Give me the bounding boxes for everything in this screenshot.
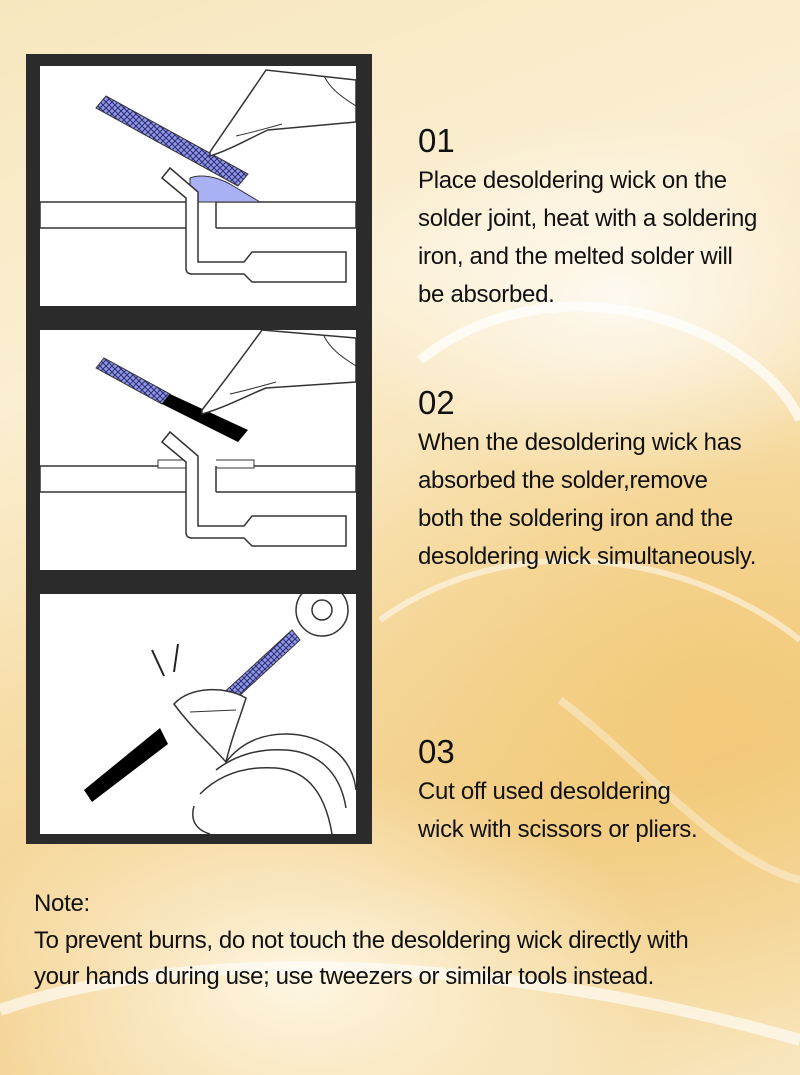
soldering-iron-icon (210, 70, 356, 156)
step-line: both the soldering iron and the (418, 505, 733, 532)
note-line: To prevent burns, do not touch the desoldering wick directly with (34, 927, 689, 954)
step-description (418, 773, 788, 849)
illustration-frame (26, 54, 372, 844)
illustration-step-1 (40, 66, 356, 306)
step-line: be absorbed. (418, 281, 555, 308)
step-1 (418, 122, 798, 314)
step-number: 02 (418, 384, 455, 421)
safety-note (34, 885, 784, 995)
illustration-step-3 (40, 594, 356, 834)
note-title: Note: (34, 890, 90, 917)
note-text (34, 923, 784, 995)
step-number: 03 (418, 733, 455, 770)
step-3 (418, 733, 788, 849)
step-line: solder joint, heat with a soldering (418, 205, 758, 232)
step-2 (418, 384, 798, 576)
step-number: 01 (418, 122, 455, 159)
step-description (418, 162, 798, 314)
step-line: desoldering wick simultaneously. (418, 543, 757, 570)
note-line: your hands during use; use tweezers or similar tools instead. (34, 963, 654, 990)
step-line: Place desoldering wick on the (418, 167, 727, 194)
step-line: When the desoldering wick has (418, 429, 742, 456)
soldering-iron-icon (202, 330, 356, 414)
step-line: wick with scissors or pliers. (418, 816, 698, 843)
step-line: iron, and the melted solder will (418, 243, 733, 270)
step-line: absorbed the solder,remove (418, 467, 708, 494)
step-description (418, 424, 798, 576)
illustration-step-2 (40, 330, 356, 570)
step-line: Cut off used desoldering (418, 778, 671, 805)
pliers-icon (174, 690, 356, 834)
